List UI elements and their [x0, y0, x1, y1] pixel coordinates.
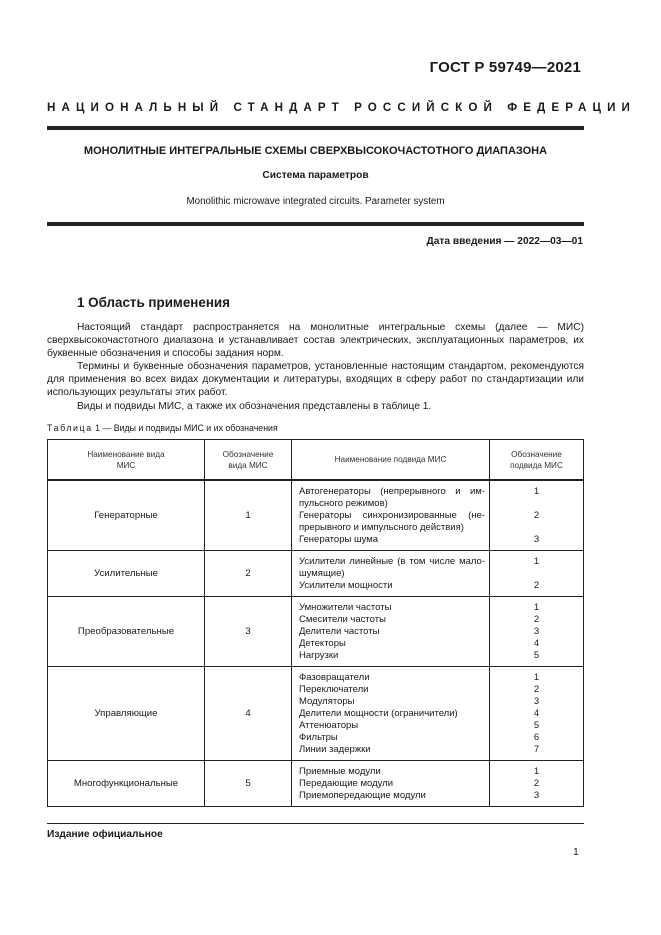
subtype-codes [490, 667, 584, 761]
introduction-date: Дата введения — 2022—03—01 [426, 236, 583, 247]
subtype-line: Усилители линейные (в том числе мало- [299, 556, 485, 567]
subtype-line: Генераторы шума [299, 534, 379, 545]
subtype-code: 7 [533, 744, 540, 755]
subtype-line: Фазовращатели [299, 672, 370, 683]
subtype-code: 2 [533, 510, 540, 521]
subtype-line: Генераторы синхронизированные (не- [299, 510, 485, 521]
subtype-list [292, 480, 490, 551]
table-row [48, 551, 584, 597]
subtype-line: Аттенюаторы [299, 720, 359, 731]
subtype-codes [490, 551, 584, 597]
subtype-code [490, 498, 583, 510]
subtype-code: 3 [533, 790, 540, 801]
footer-rule [47, 823, 584, 824]
table-row [48, 667, 584, 761]
type-code: 3 [205, 597, 292, 667]
paragraph-3: Виды и подвиды МИС, а также их обозначения представлены в таблице 1. [77, 400, 432, 412]
subtype-codes [490, 597, 584, 667]
type-name: Многофункциональные [48, 761, 205, 807]
type-name: Усилительные [48, 551, 205, 597]
section-body [47, 322, 584, 414]
subtype-code: 2 [533, 684, 540, 695]
subtype-code: 1 [533, 672, 540, 683]
type-code: 1 [205, 480, 292, 551]
subtype-line: Нагрузки [299, 650, 339, 661]
subtype-line: Смесители частоты [299, 614, 386, 625]
subtype-line: Детекторы [299, 638, 346, 649]
subtype-line: Линии задержки [299, 744, 371, 755]
section-heading: 1 Область применения [77, 295, 230, 310]
table-row [48, 761, 584, 807]
edition-label: Издание официальное [47, 829, 163, 840]
subtype-code: 1 [533, 602, 540, 613]
type-code: 5 [205, 761, 292, 807]
subtype-line: Модуляторы [299, 696, 355, 707]
subtype-code: 3 [533, 534, 540, 545]
type-code: 2 [205, 551, 292, 597]
document-title: МОНОЛИТНЫЕ ИНТЕГРАЛЬНЫЕ СХЕМЫ СВЕРХВЫСОКОЧАСТОТНОГО ДИАПАЗОНА [83, 145, 548, 157]
subtype-list [292, 597, 490, 667]
subtype-code: 1 [533, 766, 540, 777]
type-name: Управляющие [48, 667, 205, 761]
subtype-line: Переключатели [299, 684, 369, 695]
subtype-codes [490, 480, 584, 551]
type-name: Преобразовательные [48, 597, 205, 667]
type-name: Генераторные [48, 480, 205, 551]
subtype-line: Приемопередающие модули [299, 790, 426, 801]
subtype-code: 5 [533, 720, 540, 731]
type-code: 4 [205, 667, 292, 761]
subtype-list [292, 551, 490, 597]
subtype-list [292, 667, 490, 761]
subtype-line: Усилители мощности [299, 580, 393, 591]
header-type-code: Обозначение вида МИС [205, 440, 292, 481]
page-number: 1 [573, 846, 579, 858]
paragraph-2: Термины и буквенные обозначения параметров, установленные настоящим стандартом, рекомендуются для применения во всех видах документации и литературы, входящих в сферу работ по стандартизации или использующих результаты этих работ. [47, 361, 584, 398]
subtype-code: 2 [533, 614, 540, 625]
header-type-name: Наименование вида МИС [48, 440, 205, 481]
subtype-code: 3 [533, 696, 540, 707]
subtype-line: Передающие модули [299, 778, 394, 789]
table-caption [47, 423, 278, 433]
subtype-code: 3 [533, 626, 540, 637]
subtype-code: 2 [533, 580, 540, 591]
header-subtype-code: Обозначение подвида МИС [490, 440, 584, 481]
table-caption-text: 1 — Виды и подвиды МИС и их обозначения [92, 423, 278, 433]
header-subtype-name: Наименование подвида МИС [292, 440, 490, 481]
types-table [47, 439, 584, 807]
subtype-code: 1 [533, 486, 540, 497]
subtype-line: прерывного и импульсного действия) [299, 522, 464, 533]
subtype-codes [490, 761, 584, 807]
subtype-code: 6 [533, 732, 540, 743]
document-subtitle: Система параметров [262, 170, 369, 181]
subtype-code: 4 [533, 638, 540, 649]
subtype-line: Автогенераторы (непрерывного и им- [299, 486, 485, 497]
subtype-line: Делители мощности (ограничители) [299, 708, 458, 719]
subtype-code [490, 568, 583, 580]
subtype-line: шумящие) [299, 568, 345, 579]
subtype-code: 5 [533, 650, 540, 661]
subtype-line: Умножители частоты [299, 602, 392, 613]
header-rule [47, 126, 584, 130]
table-header-row [48, 440, 584, 481]
table-caption-label: Таблица [47, 423, 93, 433]
english-title: Monolithic microwave integrated circuits. Parameter system [186, 196, 445, 207]
title-rule [47, 222, 584, 226]
table-row [48, 480, 584, 551]
table-row [48, 597, 584, 667]
subtype-line: Делители частоты [299, 626, 380, 637]
subtype-list [292, 761, 490, 807]
national-standard-banner: НАЦИОНАЛЬНЫЙ СТАНДАРТ РОССИЙСКОЙ ФЕДЕРАЦИИ [47, 101, 636, 114]
subtype-line: Приемные модули [299, 766, 381, 777]
paragraph-1: Настоящий стандарт распространяется на монолитные интегральные схемы (далее — МИС) сверхвысокочастотного диапазона и устанавливает состав электрических, эксплуатационных параметров, их буквенные обозначения и способы задания норм. [47, 322, 584, 359]
subtype-code: 4 [533, 708, 540, 719]
subtype-code [490, 522, 583, 534]
subtype-line: Фильтры [299, 732, 338, 743]
subtype-line: пульсного режимов) [299, 498, 388, 509]
subtype-code: 2 [533, 778, 540, 789]
standard-number: ГОСТ Р 59749—2021 [429, 59, 581, 76]
subtype-code: 1 [533, 556, 540, 567]
